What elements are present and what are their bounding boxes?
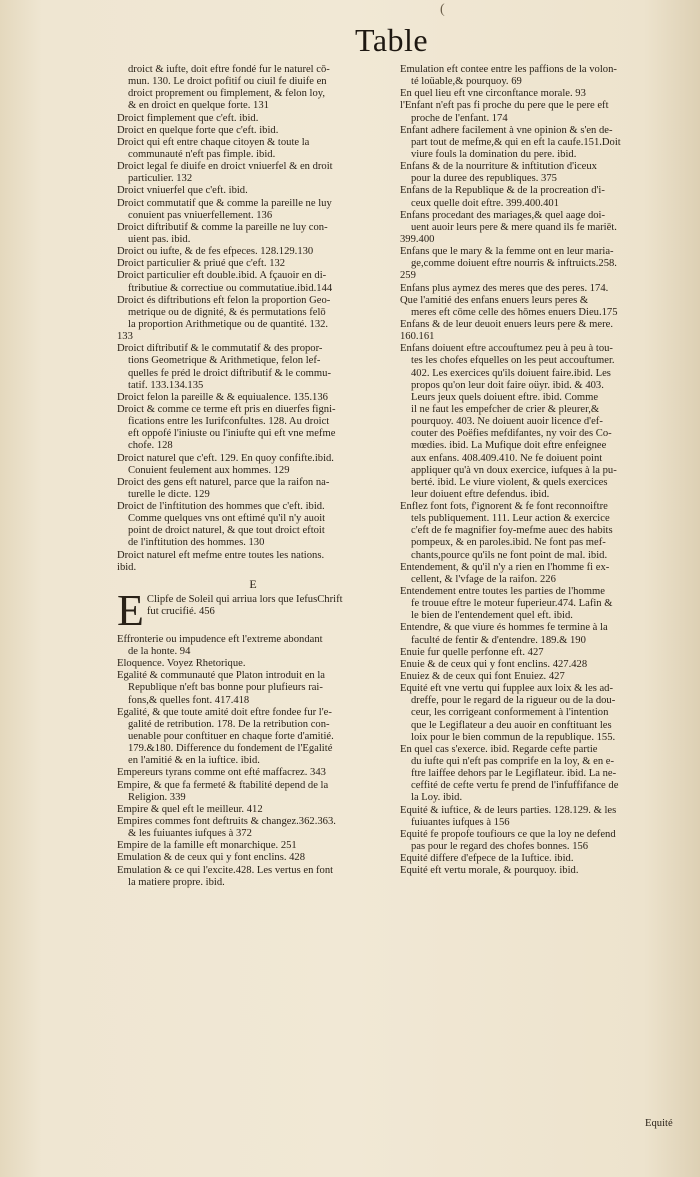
index-entry-line: tels publiquement. 111. Leur action & exercice — [411, 513, 610, 525]
index-entry-line: quelles fe préd le droict diftributif & le commu- — [128, 367, 331, 379]
index-entry-line: conuient pas vniuerfellement. 136 — [128, 209, 273, 221]
index-entry-line: Que l'amitié des enfans enuers leurs peres & — [400, 294, 589, 306]
index-entry-line: de la honte. 94 — [128, 646, 191, 658]
index-entry-line: Equité eft vertu morale, & pourquoy. ibid. — [400, 865, 579, 877]
index-entry-line: Droict en quelque forte que c'eft. ibid. — [117, 124, 279, 136]
left-column — [117, 64, 389, 889]
index-entry-line: Equité fe propofe toufiours ce que la loy ne defend — [400, 828, 616, 840]
dropcap-letter: E — [117, 585, 144, 635]
index-entry-line: té loüable,& pourquoy. 69 — [411, 76, 522, 88]
index-entry-line: ge,comme doiuent eftre nourris & inftruicts.258. — [411, 258, 617, 270]
index-entry-line: Empire & quel eft le meilleur. 412 — [117, 803, 263, 815]
index-entry-line: & les fuiuantes iufques à 372 — [128, 828, 252, 840]
index-entry-line: pour la duree des republiques. 375 — [411, 173, 557, 185]
index-entry-line: viure fouls la domination du pere. ibid. — [411, 148, 577, 160]
index-entry-line: fuiuantes iufques à 156 — [411, 816, 510, 828]
index-entry-line: Leurs jeux quels doiuent eftre. ibid. Comme — [411, 391, 599, 403]
index-entry-line: fons,& quelles font. 417.418 — [128, 694, 250, 706]
index-entry-line: Droict de l'inftitution des hommes que c'eft. ibid. — [117, 501, 325, 513]
index-entry-line: turelle le dicte. 129 — [128, 488, 210, 500]
index-entry-line: la proportion Arithmetique ou de quantité. 132. — [128, 318, 329, 330]
index-entry-line: Egalité & communauté que Platon introduit en la — [117, 670, 326, 682]
index-entry-line: mœdies. ibid. La Mufique doit eftre enfeignee — [411, 440, 607, 452]
index-entry-line: droict & iufte, doit eftre fondé fur le naturel cō- — [128, 64, 330, 75]
index-entry-line: En quel cas s'exerce. ibid. Regarde cefte partie — [400, 743, 598, 755]
index-entry-line: Emulation eft contee entre les paffions de la volon- — [400, 64, 617, 75]
index-entry-line: du iufte qui n'eft pas comprife en la loy, & en e- — [411, 756, 615, 768]
index-entry-line: ceux quelle doit eftre. 399.400.401 — [411, 197, 559, 209]
index-entry-line: Droict particulier & priué que c'eft. 132 — [117, 258, 286, 270]
index-entry-line: en l'amitié & en la iuftice. ibid. — [128, 755, 260, 767]
index-entry-line: Droict ou iufte, & de fes efpeces. 128.129.130 — [117, 246, 314, 258]
index-entry-line: Entendement, & qu'il n'y a rien en l'homme fi ex- — [400, 561, 610, 573]
index-entry-line: uenable pour conftituer en chaque forte d'amitié. — [128, 731, 334, 743]
index-entry-line: tes les chofes efquelles on les peut accouftumer. — [411, 355, 615, 367]
index-entry-line: dreffe, pour le regard de la rigueur ou de la dou- — [411, 695, 616, 707]
index-entry-line: Clipfe de Soleil qui arriua lors que IefusChrift — [146, 593, 343, 605]
index-entry-line: leur doiuent eftre defendus. ibid. — [411, 488, 550, 500]
index-entry-line: appliquer qu'à vn doux exercice, iufques à la pu- — [411, 464, 617, 476]
index-entry-line: Equité & iuftice, & de leurs parties. 128.129. & les — [400, 804, 617, 816]
index-entry-line: Droict qui eft entre chaque citoyen & toute la — [117, 136, 310, 148]
index-entry-line: chants,pource qu'ils ne font point de mal. ibid. — [411, 549, 608, 561]
index-entry-line: Droict és diftributions eft felon la proportion Geo- — [117, 294, 331, 306]
index-entry-line: propos qu'on leur doit faire oüyr. ibid. & 403. — [411, 379, 604, 391]
index-entry-line: loix pour le bien commun de la republique. 155. — [411, 731, 616, 743]
index-entry-line: tatif. 133.134.135 — [128, 379, 204, 391]
index-entry-line: ceffité de cefte vertu fe prend de l'infuffifance de — [411, 780, 619, 792]
index-entry-line: Droict fimplement que c'eft. ibid. — [117, 112, 259, 124]
index-entry-line: Enfans de la Republique & de la procreation d'i- — [400, 185, 605, 197]
index-entry-line: Droict diftributif & le commutatif & des propor- — [117, 343, 323, 355]
index-entry-line: pompeux, & en paroles.ibid. Ne font pas mef- — [411, 537, 606, 549]
index-entry-line: fe trouue eftre le moteur fuperieur.474. Lafin & — [411, 598, 613, 610]
index-entry-line: uent auoir leurs pere & mere quand ils fe mariēt. — [411, 221, 617, 233]
index-entry-line: Conuient feulement aux hommes. 129 — [128, 464, 290, 476]
index-entry-line: Republique n'eft bas bonne pour plufieurs rai- — [128, 682, 323, 694]
index-entry-line: 160.161 — [400, 331, 435, 343]
index-entry-line: la matiere propre. ibid. — [128, 876, 225, 888]
index-entry-line: Droict legal fe diuife en droict vniuerfel & en droit — [117, 161, 333, 173]
index-entry-line: metrique ou de dignité, & és permutations felō — [128, 306, 326, 318]
index-entry-line: Enfans plus aymez des meres que des peres. 174. — [400, 282, 609, 294]
catch-word: Equité — [645, 1118, 673, 1129]
index-entry-line: Enfans doiuent eftre accouftumez peu à peu à tou- — [400, 343, 613, 355]
index-entry-line: Droict des gens eft naturel, parce que la raifon na- — [117, 476, 330, 488]
index-entry-line: la Loy. ibid. — [411, 792, 463, 804]
index-entry-line: 259 — [400, 270, 416, 282]
index-entry-line: 179.&180. Difference du fondement de l'Egalité — [128, 743, 333, 755]
index-entry-line: eft oppofé l'iniuste ou l'iniufte qui eft vne mefme — [128, 428, 336, 440]
index-entry-line: Droict vniuerfel que c'eft. ibid. — [117, 185, 248, 197]
index-entry-line: 399.400 — [400, 233, 435, 245]
section-e-intro — [117, 585, 389, 635]
page-title: Table — [355, 22, 429, 58]
index-entry-line: berté. ibid. Le viure violent, & quels exercices — [411, 476, 608, 488]
index-entry-line: tions Geometrique & Arithmetique, felon lef- — [128, 355, 321, 367]
index-entry-line: Enfans que le mary & la femme ont en leur maria- — [400, 246, 614, 258]
left-entries-top — [117, 64, 389, 574]
index-entry-line: fut crucifié. 456 — [146, 606, 215, 618]
index-entry-line: Droict & comme ce terme eft pris en diuerfes figni- — [117, 403, 336, 415]
index-entry-line: Emulation & de ceux qui y font enclins. 428 — [117, 852, 306, 864]
index-entry-line: meres eft cōme celle des hōmes enuers Dieu.175 — [411, 306, 618, 318]
index-entry-line: ftributiue & correctiue ou commutatiue.ibid.144 — [128, 282, 333, 294]
index-entry-line: Empereurs tyrans comme ont efté maffacrez. 343 — [117, 767, 326, 779]
left-entries-bottom — [117, 634, 389, 889]
section-letter: E — [249, 576, 257, 591]
index-entry-line: le bien de l'entendement quel eft. ibid. — [411, 610, 573, 622]
index-entry-line: il ne faut les empefcher de crier & pleurer,& — [411, 403, 600, 415]
index-entry-line: cellent, & l'vfage de la raifon. 226 — [411, 573, 556, 585]
index-entry-line: Enfant adhere facilement à vne opinion & s'en de- — [400, 124, 613, 136]
index-entry-line: Empire de la famille eft monarchique. 251 — [117, 840, 297, 852]
index-entry-line: Enuie fur quelle perfonne eft. 427 — [400, 646, 544, 658]
index-entry-line: proche de l'enfant. 174 — [411, 112, 508, 124]
index-entry-line: Comme quelques vns ont eftimé qu'il n'y auoit — [128, 513, 326, 525]
index-entry-line: uient pas. ibid. — [128, 233, 191, 245]
index-entry-line: Entendement entre toutes les parties de l'homme — [400, 586, 605, 598]
index-entry-line: fications entre les Iurifconfultes. 128. Au droict — [128, 416, 330, 428]
index-entry-line: l'Enfant n'eft pas fi proche du pere que le pere eft — [400, 100, 609, 112]
index-entry-line: que le Legiflateur a deu auoir en conftituant les — [411, 719, 612, 731]
index-entry-line: Droict naturel eft mefme entre toutes les nations. — [117, 549, 325, 561]
index-entry-line: Entendre, & que viure és hommes fe termine à la — [400, 622, 608, 634]
index-entry-line: particulier. 132 — [128, 173, 193, 185]
index-entry-line: pas pour le regard des chofes bonnes. 156 — [411, 841, 589, 852]
index-entry-line: Egalité, & que toute amité doit eftre fondee fur l'e- — [117, 706, 332, 718]
index-entry-line: point de droict naturel, & que tout droict eftoit — [128, 525, 325, 537]
index-entry-line: Droict felon la pareille & & equiualence. 135.136 — [117, 391, 328, 403]
index-entry-line: Enfans & de la nourriture & inftitution d'iceux — [400, 161, 597, 173]
index-entry-line: de l'inftitution des hommes. 130 — [128, 537, 265, 549]
index-entry-line: Droict diftributif & comme la pareille ne luy con- — [117, 221, 328, 233]
index-entry-line: Effronterie ou impudence eft l'extreme abondant — [117, 633, 323, 645]
index-entry-line: galité de retribution. 178. De la retribution con- — [128, 718, 330, 730]
index-entry-line: Enfans procedant des mariages,& quel aage doi- — [400, 209, 606, 221]
right-column — [400, 64, 688, 877]
index-entry-line: Droict naturel que c'eft. 129. En quoy confifte.ibid. — [117, 452, 334, 464]
index-entry-line: Emulation & ce qui l'excite.428. Les vertus en font — [117, 864, 334, 876]
index-entry-line: couter des Poëfies mefdifantes, ny voir des Co- — [411, 428, 612, 440]
index-entry-line: part tout de mefme,& qui en eft la caufe.151.Doit — [411, 136, 621, 148]
index-entry-line: Droict commutatif que & comme la pareille ne luy — [117, 197, 332, 209]
index-entry-line: Enflez font fots, f'ignorent & fe font reconnoiftre — [400, 501, 608, 513]
index-entry-line: faculté de fentir & d'entendre. 189.& 190 — [411, 634, 586, 646]
index-entry-line: aux enfans. 408.409.410. Ne fe doiuent point — [411, 452, 603, 464]
index-entry-line: Droict particulier eft double.ibid. A fçauoir en di- — [117, 270, 327, 282]
index-entry-line: Empires commes font deftruits & changez.362.363. — [117, 816, 336, 828]
index-entry-line: 133 — [117, 331, 133, 343]
index-entry-line: pourquoy. 403. Ne doiuent auoir licence d'ef- — [411, 416, 603, 428]
index-entry-line: mun. 130. Le droict pofitif ou ciuil fe diuife en — [128, 76, 327, 88]
page-top-mark: ( — [440, 2, 445, 17]
index-entry-line: chofe. 128 — [128, 440, 173, 452]
index-entry-line: En quel lieu eft vne circonftance morale. 93 — [400, 88, 586, 100]
index-entry-line: ibid. — [117, 561, 137, 573]
index-entry-line: Empire, & que fa fermeté & ftabilité depend de la — [117, 779, 329, 791]
index-entry-line: communauté n'eft pas fimple. ibid. — [128, 148, 276, 160]
index-entry-line: 402. Les exercices qu'ils doiuent faire.ibid. Les — [411, 367, 611, 379]
index-entry-line: ceur, les corrigeant conformement à l'intention — [411, 707, 609, 719]
index-entry-line: Eloquence. Voyez Rhetorique. — [117, 658, 246, 670]
index-entry-line: Equité differe d'efpece de la Iuftice. ibid. — [400, 853, 574, 865]
index-entry-line: & en droict en quelque forte. 131 — [128, 100, 269, 112]
index-entry-line: Religion. 339 — [128, 791, 186, 803]
index-entry-line: c'eft de fe magnifier foy-mefme auec des habits — [411, 525, 613, 537]
index-entry-line: Equité eft vne vertu qui fupplee aux loix & les ad- — [400, 683, 613, 695]
index-entry-line: droict proprement ou fimplement, & felon loy, — [128, 88, 326, 100]
index-entry-line: Enuiez & de ceux qui font Enuiez. 427 — [400, 671, 565, 683]
index-entry-line: Enfans & de leur deuoit enuers leurs pere & mere. — [400, 318, 613, 330]
index-entry-line: ftre laiffee dehors par le Legiflateur. ibid. La ne- — [411, 768, 617, 780]
index-entry-line: Enuie & de ceux qui y font enclins. 427.428 — [400, 658, 588, 670]
